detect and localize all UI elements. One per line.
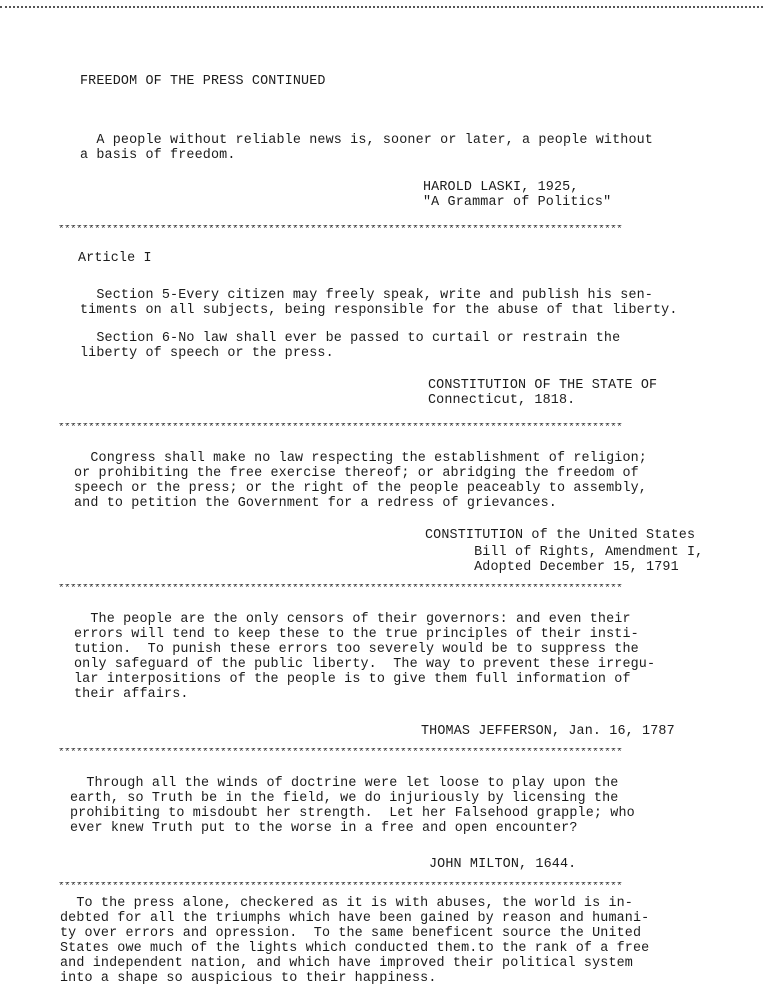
amendment-line-4: and to petition the Government for a redress of grievances. xyxy=(74,496,557,511)
laski-line-2: a basis of freedom. xyxy=(80,148,236,163)
jefferson-line-3: tution. To punish these errors too severely would be to suppress the xyxy=(74,642,639,657)
separator-5: ********************************************************************************************** xyxy=(58,882,623,892)
milton-attribution: JOHN MILTON, 1644. xyxy=(429,857,577,872)
press-line-1: To the press alone, checkered as it is with abuses, the world is in- xyxy=(60,896,633,911)
amendment-line-2: or prohibiting the free exercise thereof; or abridging the freedom of xyxy=(74,466,639,481)
jefferson-line-1: The people are the only censors of their governors: and even their xyxy=(74,612,631,627)
amendment-line-1: Congress shall make no law respecting the establishment of religion; xyxy=(74,451,647,466)
press-line-3: ty over errors and opression. To the same beneficent source the United xyxy=(60,926,642,941)
press-line-6: into a shape so auspicious to their happiness. xyxy=(60,971,437,986)
separator-3: ********************************************************************************************** xyxy=(58,584,623,594)
connecticut-attribution-2: Connecticut, 1818. xyxy=(428,393,576,408)
article-heading: Article I xyxy=(78,251,152,266)
jefferson-line-6: their affairs. xyxy=(74,687,189,702)
page-title: FREEDOM OF THE PRESS CONTINUED xyxy=(80,74,326,89)
bill-of-rights-attribution-2: Bill of Rights, Amendment I, xyxy=(425,545,704,560)
press-line-5: and independent nation, and which have improved their political system xyxy=(60,956,633,971)
press-line-4: States owe much of the lights which conducted them.to the rank of a free xyxy=(60,941,650,956)
section6-line-2: liberty of speech or the press. xyxy=(80,346,334,361)
bill-of-rights-attribution-3: Adopted December 15, 1791 xyxy=(425,560,679,575)
section5-line-2: timents on all subjects, being responsible for the abuse of that liberty. xyxy=(80,303,678,318)
section5-line-1: Section 5-Every citizen may freely speak, write and publish his sen- xyxy=(80,288,653,303)
section6-line-1: Section 6-No law shall ever be passed to curtail or restrain the xyxy=(80,331,621,346)
separator-4: ********************************************************************************************** xyxy=(58,748,623,758)
milton-line-4: ever knew Truth put to the worse in a free and open encounter? xyxy=(70,821,578,836)
milton-line-1: Through all the winds of doctrine were let loose to play upon the xyxy=(70,776,619,791)
milton-line-2: earth, so Truth be in the field, we do injuriously by licensing the xyxy=(70,791,619,806)
jefferson-attribution: THOMAS JEFFERSON, Jan. 16, 1787 xyxy=(421,724,675,739)
separator-1: ********************************************************************************************** xyxy=(58,225,623,235)
laski-line-1: A people without reliable news is, sooner or later, a people without xyxy=(80,133,653,148)
laski-attribution-1: HAROLD LASKI, 1925, xyxy=(423,180,579,195)
laski-attribution-2: "A Grammar of Politics" xyxy=(423,195,612,210)
press-line-2: debted for all the triumphs which have been gained by reason and humani- xyxy=(60,911,650,926)
milton-line-3: prohibiting to misdoubt her strength. Let her Falsehood grapple; who xyxy=(70,806,635,821)
bill-of-rights-attribution-1: CONSTITUTION of the United States xyxy=(425,528,696,543)
jefferson-line-2: errors will tend to keep these to the true principles of their insti- xyxy=(74,627,639,642)
jefferson-line-4: only safeguard of the public liberty. The way to prevent these irregu- xyxy=(74,657,656,672)
jefferson-line-5: lar interpositions of the people is to give them full information of xyxy=(74,672,631,687)
connecticut-attribution-1: CONSTITUTION OF THE STATE OF xyxy=(428,378,658,393)
amendment-line-3: speech or the press; or the right of the people peaceably to assembly, xyxy=(74,481,647,496)
separator-2: ********************************************************************************************** xyxy=(58,423,623,433)
page-top-edge xyxy=(0,0,763,8)
